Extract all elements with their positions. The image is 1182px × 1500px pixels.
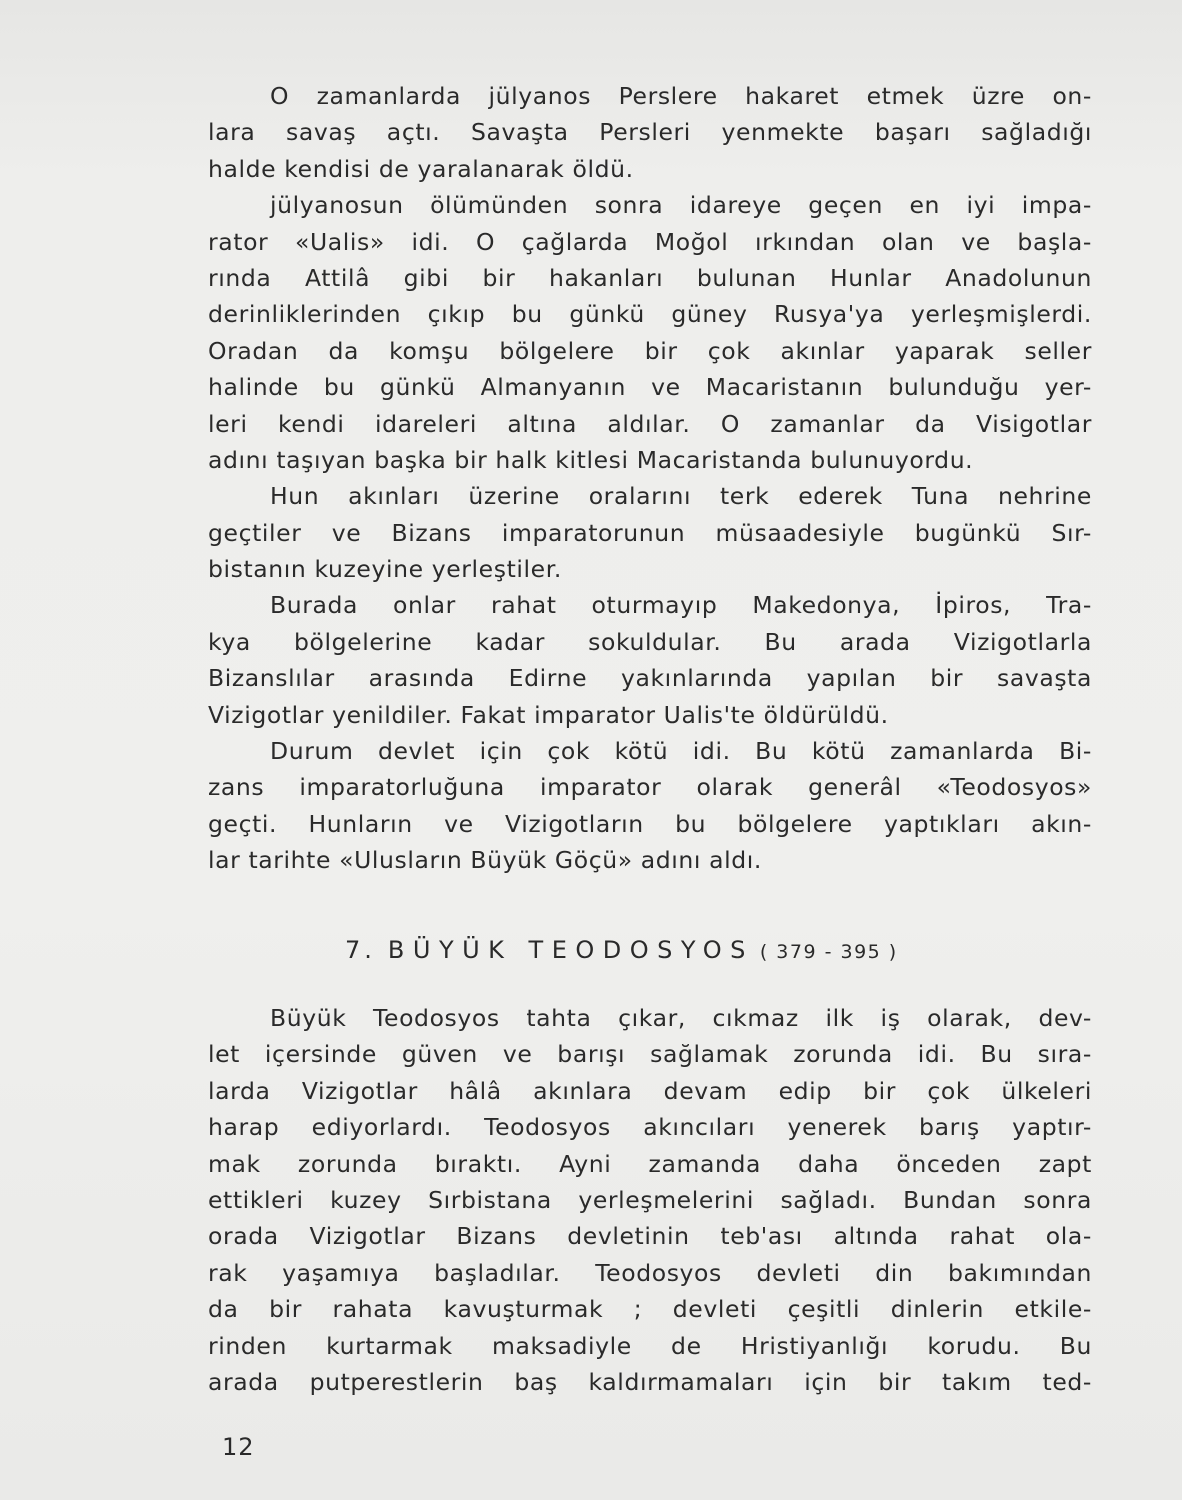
text-line: bistanın kuzeyine yerleştiler. [208, 555, 562, 584]
text-line: Durum devlet için çok kötü idi. Bu kötü zamanlarda Bi- [270, 737, 1092, 766]
text-line: derinliklerinden çıkıp bu günkü güney Rusya'ya yerleşmişlerdi. [208, 300, 1092, 329]
section-years: ( 379 - 395 ) [759, 941, 898, 963]
text-line: zans imparatorluğuna imparator olarak generâl «Teodosyos» [208, 773, 1092, 802]
text-line: adını taşıyan başka bir halk kitlesi Macaristanda bulunuyordu. [208, 445, 974, 474]
page-number: 12 [222, 1433, 255, 1461]
text-line: jülyanosun ölümünden sonra idareye geçen en iyi impa- [270, 191, 1092, 220]
text-line: harap ediyorlardı. Teodosyos akıncıları yenerek barış yaptır- [208, 1113, 1092, 1142]
text-line: rak yaşamıya başladılar. Teodosyos devleti din bakımından [208, 1258, 1092, 1287]
text-line: geçtiler ve Bizans imparatorunun müsaadesiyle bugünkü Sır- [208, 518, 1092, 547]
text-line: ettikleri kuzey Sırbistana yerleşmelerini sağladı. Bundan sonra [208, 1185, 1092, 1214]
text-line: arada putperestlerin baş kaldırmamaları için bir takım ted- [208, 1367, 1092, 1396]
text-line: rator «Ualis» idi. O çağlarda Moğol ırkından olan ve başla- [208, 227, 1092, 256]
text-line: leri kendi idareleri altına aldılar. O zamanlar da Visigotlar [208, 409, 1092, 438]
text-line: O zamanlarda jülyanos Perslere hakaret etmek üzre on- [270, 82, 1092, 110]
text-line: Bizanslılar arasında Edirne yakınlarında yapılan bir savaşta [208, 664, 1092, 693]
body-text-bottom [208, 1000, 1092, 1400]
text-line: Burada onlar rahat oturmayıp Makedonya, İpiros, Tra- [270, 591, 1092, 620]
text-line: orada Vizigotlar Bizans devletinin teb'ası altında rahat ola- [208, 1222, 1092, 1251]
section-number: 7. [345, 936, 376, 964]
text-line: mak zorunda bıraktı. Ayni zamanda daha önceden zapt [208, 1149, 1092, 1178]
text-line: halinde bu günkü Almanyanın ve Macaristanın bulunduğu yer- [208, 373, 1092, 402]
text-line: let içersinde güven ve barışı sağlamak zorunda idi. Bu sıra- [208, 1040, 1092, 1069]
text-line: Vizigotlar yenildiler. Fakat imparator Ualis'te öldürüldü. [208, 700, 889, 729]
section-heading [345, 930, 965, 970]
text-line: lar tarihte «Ulusların Büyük Göçü» adını aldı. [208, 846, 762, 875]
text-line: Hun akınları üzerine oralarını terk ederek Tuna nehrine [270, 482, 1092, 511]
body-text-top [208, 78, 1092, 879]
section-title: BÜYÜK TEODOSYOS [387, 936, 754, 964]
text-line: da bir rahata kavuşturmak ; devleti çeşitli dinlerin etkile- [208, 1295, 1092, 1324]
text-line: geçti. Hunların ve Vizigotların bu bölgelere yaptıkları akın- [208, 809, 1092, 838]
text-line: kya bölgelerine kadar sokuldular. Bu arada Vizigotlarla [208, 627, 1092, 656]
text-line: halde kendisi de yaralanarak öldü. [208, 154, 634, 183]
text-line: larda Vizigotlar hâlâ akınlara devam edip bir çok ülkeleri [208, 1076, 1092, 1105]
text-line: Oradan da komşu bölgelere bir çok akınlar yaparak seller [208, 336, 1092, 365]
text-line: Büyük Teodosyos tahta çıkar, cıkmaz ilk iş olarak, dev- [270, 1004, 1092, 1032]
text-line: rında Attilâ gibi bir hakanları bulunan Hunlar Anadolunun [208, 263, 1092, 292]
text-line: rinden kurtarmak maksadiyle de Hristiyanlığı korudu. Bu [208, 1331, 1092, 1360]
text-line: lara savaş açtı. Savaşta Persleri yenmekte başarı sağladığı [208, 118, 1092, 147]
